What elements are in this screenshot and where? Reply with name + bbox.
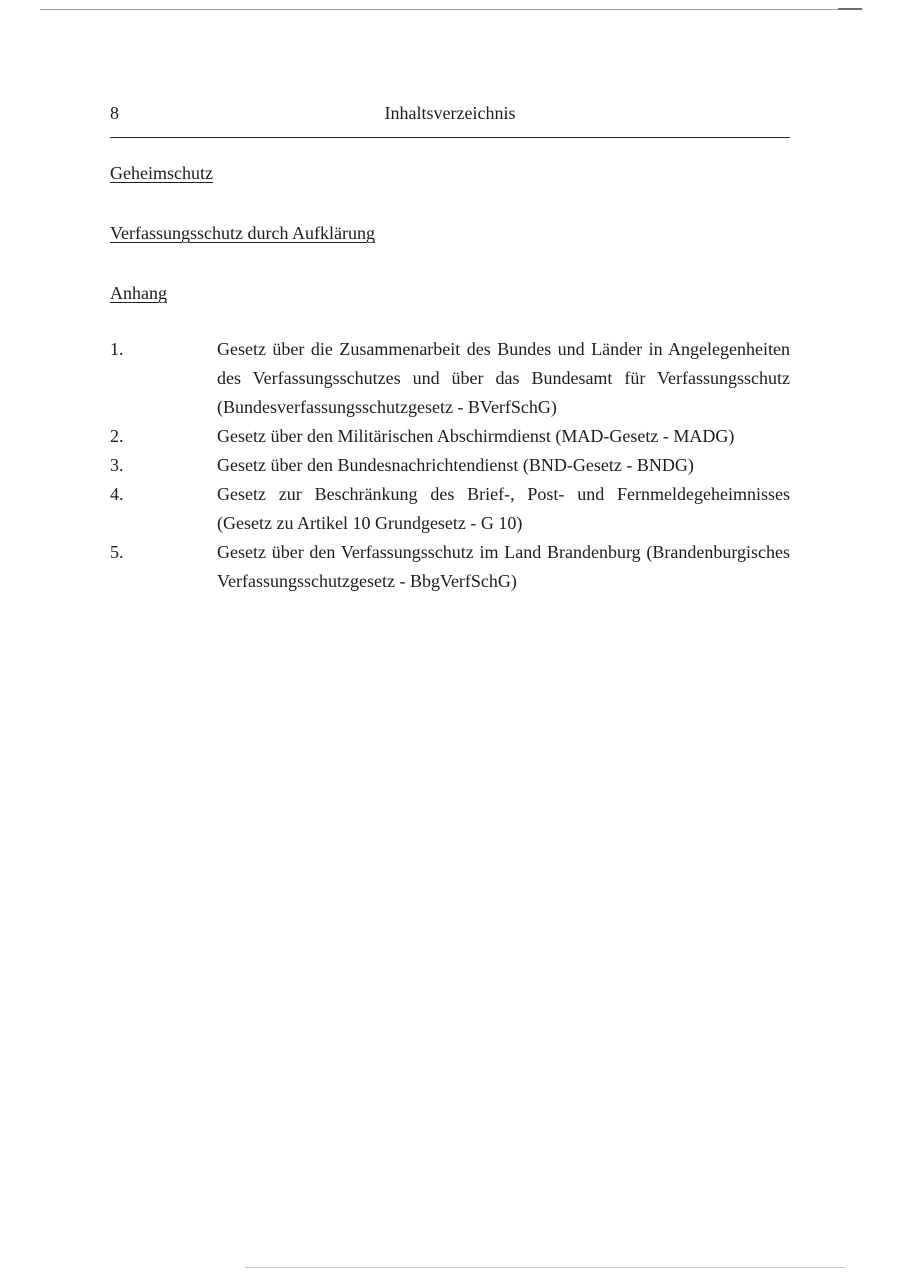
section-heading-geheimschutz: Geheimschutz bbox=[110, 163, 213, 183]
appendix-item-number: 5. bbox=[110, 542, 124, 562]
appendix-item-number: 2. bbox=[110, 426, 124, 446]
header-divider bbox=[110, 137, 790, 138]
appendix-item-text: Gesetz über den Verfassungsschutz im Land Brandenburg (Brandenburgisches Verfassungsschutzgesetz - BbgVerfSchG) bbox=[217, 542, 790, 591]
appendix-item-text: Gesetz über den Bundesnachrichtendienst (BND-Gesetz - BNDG) bbox=[217, 455, 694, 475]
appendix-item bbox=[110, 335, 790, 422]
scan-edge-line-bottom bbox=[245, 1267, 845, 1268]
page-header bbox=[110, 98, 790, 128]
appendix-item-text: Gesetz über den Militärischen Abschirmdienst (MAD-Gesetz - MADG) bbox=[217, 426, 735, 446]
appendix-item bbox=[110, 538, 790, 596]
appendix-item-number: 3. bbox=[110, 455, 124, 475]
section-heading-verfassungsschutz: Verfassungsschutz durch Aufklärung bbox=[110, 223, 375, 243]
scan-edge-line bbox=[40, 9, 860, 10]
appendix-item-text: Gesetz über die Zusammenarbeit des Bundes und Länder in Angelegenheiten des Verfassungsschutzes und über das Bundesamt für Verfassungsschutz (Bundesverfassungsschutzgesetz - BVerfSchG) bbox=[217, 339, 790, 417]
appendix-item bbox=[110, 451, 790, 480]
appendix-item bbox=[110, 480, 790, 538]
section-heading-anhang: Anhang bbox=[110, 283, 167, 303]
appendix-list bbox=[110, 335, 790, 596]
appendix-item bbox=[110, 422, 790, 451]
appendix-item-text: Gesetz zur Beschränkung des Brief-, Post- und Fernmeldegeheimnisses (Gesetz zu Artikel 10 Grundgesetz - G 10) bbox=[217, 484, 790, 533]
page-number: 8 bbox=[110, 103, 119, 123]
appendix-item-number: 1. bbox=[110, 339, 124, 359]
page-title: Inhaltsverzeichnis bbox=[384, 103, 516, 123]
appendix-item-number: 4. bbox=[110, 484, 124, 504]
scan-edge-mark bbox=[838, 8, 862, 10]
